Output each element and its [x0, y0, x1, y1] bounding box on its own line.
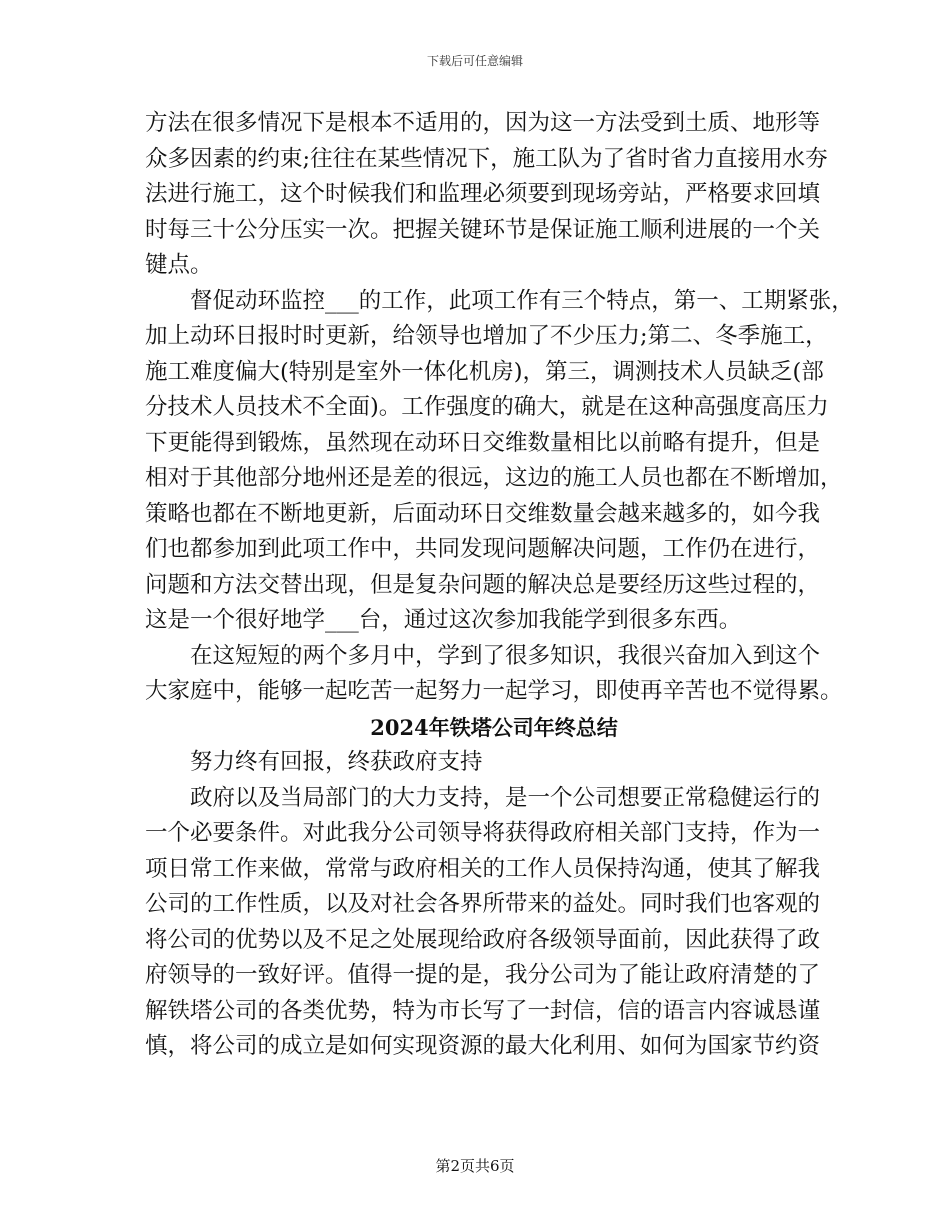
text-line: 加上动环日报时时更新，给领导也增加了不少压力;第二、冬季施工， — [145, 323, 828, 349]
text-line: 公司的工作性质，以及对社会各界所带来的益处。同时我们也客观的 — [145, 891, 821, 917]
text-line: 这是一个很好地学___台，通过这次参加我能学到很多东西。 — [145, 607, 742, 633]
text-line: 项日常工作来做，常常与政府相关的工作人员保持沟通，使其了解我 — [145, 855, 821, 882]
text-line: 键点。 — [145, 252, 213, 278]
text-line: 在这短短的两个多月中，学到了很多知识，我很兴奋加入到这个 — [190, 642, 821, 669]
section-title: 2024年铁塔公司年终总结 — [370, 714, 618, 740]
text-line: 下更能得到锻炼，虽然现在动环日交维数量相比以前略有提升，但是 — [145, 429, 821, 456]
text-line: 政府以及当局部门的大力支持，是一个公司想要正常稳健运行的 — [190, 784, 821, 811]
text-line: 们也都参加到此项工作中，共同发现问题解决问题，工作仍在进行， — [145, 536, 821, 562]
paragraph-3 — [145, 639, 843, 710]
text-line: 施工难度偏大(特别是室外一体化机房)，第三，调测技术人员缺乏(部 — [145, 358, 824, 385]
text-line: 众多因素的约束;往往在某些情况下，施工队为了省时省力直接用水夯 — [145, 145, 828, 172]
text-line: 策略也都在不断地更新，后面动环日交维数量会越来越多的，如今我 — [145, 500, 821, 527]
text-line: 一个必要条件。对此我分公司领导将获得政府相关部门支持，作为一 — [145, 820, 821, 846]
text-line: 时每三十公分压实一次。把握关键环节是保证施工顺利进展的一个关 — [145, 216, 821, 243]
paragraph-4 — [145, 781, 825, 1065]
text-line: 相对于其他部分地州还是差的很远，这边的施工人员也都在不断增加， — [145, 465, 843, 491]
text-line: 府领导的一致好评。值得一提的是，我分公司为了能让政府清楚的了 — [145, 962, 821, 988]
paragraph-1 — [145, 106, 828, 284]
text-line: 慎，将公司的成立是如何实现资源的最大化利用、如何为国家节约资 — [145, 1033, 821, 1059]
text-line: 分技术人员技术不全面)。工作强度的确大，就是在这种高强度高压力 — [145, 394, 829, 420]
page-number: 第2页共6页 — [435, 1157, 515, 1175]
page-header: 下载后可任意编辑 — [426, 54, 523, 68]
text-line: 法进行施工，这个时候我们和监理必须要到现场旁站，严格要求回填 — [145, 181, 821, 207]
paragraph-2 — [145, 284, 854, 639]
document-body — [145, 106, 854, 1065]
section-subtitle: 努力终有回报，终获政府支持 — [190, 749, 483, 775]
text-line: 大家庭中，能够一起吃苦一起努力一起学习，即使再辛苦也不觉得累。 — [145, 678, 843, 704]
text-line: 将公司的优势以及不足之处展现给政府各级领导面前，因此获得了政 — [145, 926, 821, 953]
text-line: 解铁塔公司的各类优势，特为市长写了一封信，信的语言内容诚恳谨 — [145, 997, 821, 1024]
text-line: 方法在很多情况下是根本不适用的，因为这一方法受到土质、地形等 — [145, 110, 821, 136]
text-line: 督促动环监控___的工作，此项工作有三个特点，第一、工期紧张， — [190, 287, 854, 314]
text-line: 问题和方法交替出现，但是复杂问题的解决总是要经历这些过程的， — [145, 571, 821, 598]
